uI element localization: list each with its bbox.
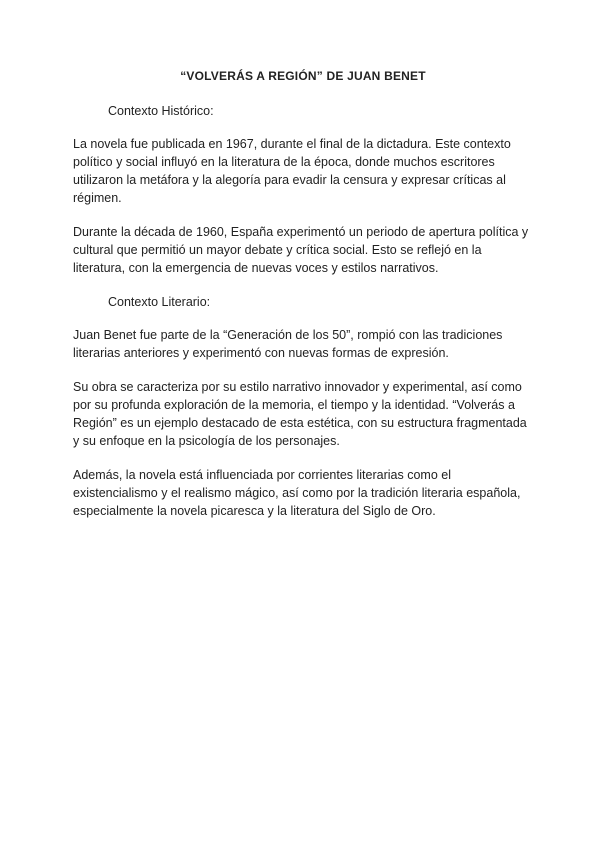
paragraph: Juan Benet fue parte de la “Generación de los 50”, rompió con las tradiciones literarias anteriores y experimentó con nuevas formas de expresión. (73, 328, 503, 360)
paragraph: La novela fue publicada en 1967, durante el final de la dictadura. Este contexto político y social influyó en la literatura de la época, donde muchos escritores utilizaron la metáfora y la alegoría para evadir la censura y expresar críticas al régimen. (73, 137, 511, 205)
section-heading: Contexto Histórico: (108, 104, 214, 118)
paragraph: Su obra se caracteriza por su estilo narrativo innovador y experimental, así como por su profunda exploración de la memoria, el tiempo y la identidad. “Volverás a Región” es un ejemplo destacado de esta estética, con su estructura fragmentada y su enfoque en la psicología de los personajes. (73, 380, 527, 448)
paragraph: Durante la década de 1960, España experimentó un periodo de apertura política y cultural que permitió un mayor debate y crítica social. Esto se reflejó en la literatura, con la emergencia de nuevas voces y estilos narrativos. (73, 225, 529, 275)
document-title: “VOLVERÁS A REGIÓN” DE JUAN BENET (180, 69, 426, 83)
document-body (73, 68, 533, 520)
paragraph: Además, la novela está influenciada por corrientes literarias como el existencialismo y el realismo mágico, así como por la tradición literaria española, especialmente la novela picaresca y la literatura del Siglo de Oro. (73, 468, 521, 518)
section-heading: Contexto Literario: (108, 295, 211, 309)
section-literary-context (73, 293, 533, 520)
section-historical-context (73, 102, 533, 277)
